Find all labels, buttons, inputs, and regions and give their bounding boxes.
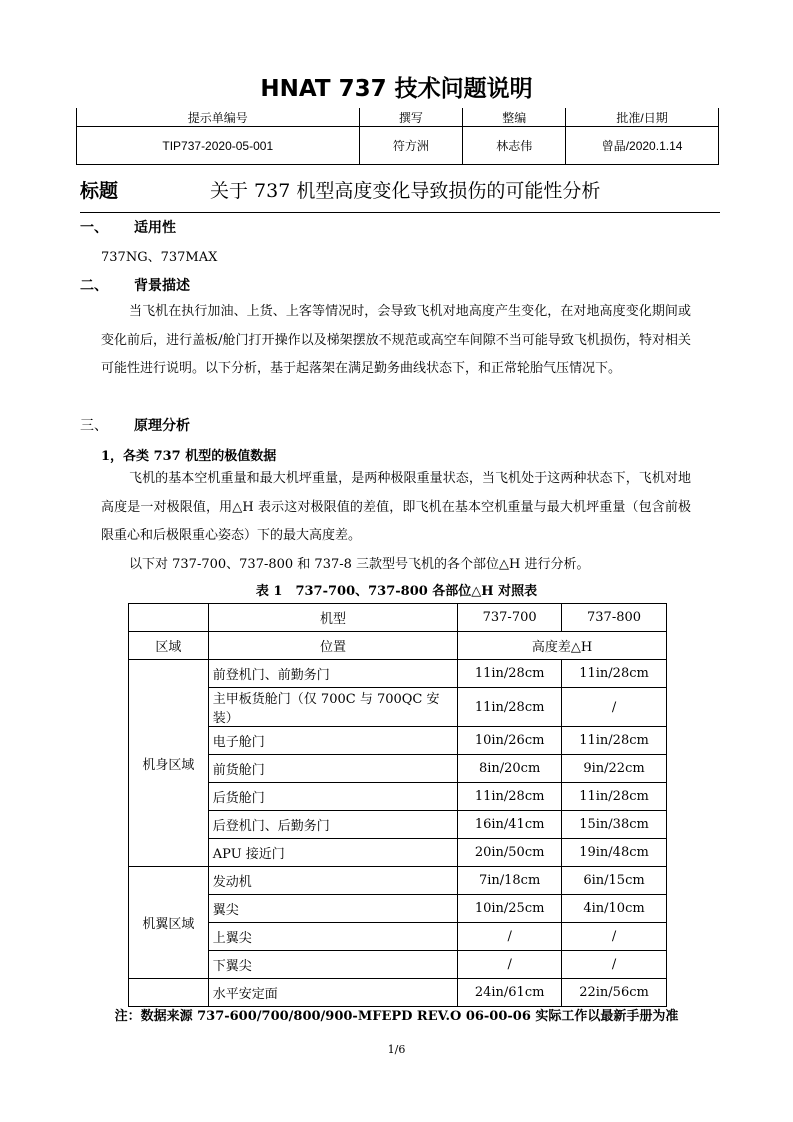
value-737-700: 24in/61cm (458, 979, 562, 1007)
value-737-800: 11in/28cm (562, 727, 667, 755)
table-row (129, 783, 667, 811)
section-paragraph: 以下对 737-700、737-800 和 737-8 三款型号飞机的各个部位△H 进行分析。 (129, 557, 590, 572)
header-737-800: 737-800 (562, 604, 667, 632)
position-cell: 后登机门、后勤务门 (208, 811, 457, 839)
position-cell: 下翼尖 (208, 951, 457, 979)
table-note: 注：数据来源 737-600/700/800/900-MFEPD REV.O 06-00-06 实际工作以最新手册为准 (114, 1009, 679, 1024)
value-737-700: 7in/18cm (458, 867, 562, 895)
table-row (129, 755, 667, 783)
subject-line (80, 176, 720, 213)
value-737-700: / (458, 923, 562, 951)
value-737-800: / (562, 951, 667, 979)
subject-label: 标题 (80, 180, 119, 202)
section-title: 原理分析 (134, 418, 190, 434)
section-number: 二、 (80, 278, 108, 294)
value-737-700: 11in/28cm (458, 783, 562, 811)
meta-value-cell: 符方洲 (359, 127, 463, 165)
meta-header-cell: 撰写 (359, 108, 463, 127)
value-737-800: 6in/15cm (562, 867, 667, 895)
meta-table (76, 108, 719, 165)
position-cell: 发动机 (208, 867, 457, 895)
region-fuselage: 机身区域 (129, 660, 209, 867)
header-model: 机型 (208, 604, 457, 632)
table-header-row (129, 632, 667, 660)
meta-header-row (77, 108, 719, 127)
position-cell: 前货舱门 (208, 755, 457, 783)
table-row (129, 979, 667, 1007)
value-737-800: / (562, 923, 667, 951)
meta-value-cell: TIP737-2020-05-001 (77, 127, 360, 165)
table-row (129, 951, 667, 979)
value-737-700: 11in/28cm (458, 688, 562, 727)
header-region: 区域 (129, 632, 209, 660)
document-title: HNAT 737 技术问题说明 (260, 76, 533, 102)
section-title: 背景描述 (134, 278, 190, 294)
value-737-800: 9in/22cm (562, 755, 667, 783)
position-cell: 电子舱门 (208, 727, 457, 755)
section-heading (80, 415, 190, 435)
value-737-700: 20in/50cm (458, 839, 562, 867)
section-number: 一、 (80, 220, 108, 236)
position-cell: 上翼尖 (208, 923, 457, 951)
section-paragraph: 飞机的基本空机重量和最大机坪重量，是两种极限重量状态，当飞机处于这两种状态下，飞机对地高度是一对极限值，用△H 表示这对极限值的差值，即飞机在基本空机重量与最大机坪重量（包含前极限重心和后极限重心姿态）下的最大高度差。 (101, 471, 691, 543)
meta-header-cell: 批准/日期 (566, 108, 719, 127)
section-heading (80, 275, 190, 295)
value-737-800: 11in/28cm (562, 783, 667, 811)
position-cell: 前登机门、前勤务门 (208, 660, 457, 688)
value-737-800: 15in/38cm (562, 811, 667, 839)
section-paragraph: 当飞机在执行加油、上货、上客等情况时，会导致飞机对地高度产生变化，在对地高度变化期间或变化前后，进行盖板/舱门打开操作以及梯架摆放不规范或高空车间隙不当可能导致飞机损伤，特对相关可能性进行说明。以下分析，基于起落架在满足勤务曲线状态下，和正常轮胎气压情况下。 (101, 304, 691, 376)
position-cell: 主甲板货舱门（仅 700C 与 700QC 安装） (208, 688, 457, 727)
value-737-800: 22in/56cm (562, 979, 667, 1007)
meta-header-cell: 提示单编号 (77, 108, 360, 127)
subsection-heading: 1，各类 737 机型的极值数据 (101, 449, 277, 464)
table-row (129, 895, 667, 923)
value-737-800: 11in/28cm (562, 660, 667, 688)
table-row (129, 839, 667, 867)
position-cell: APU 接近门 (208, 839, 457, 867)
value-737-800: / (562, 688, 667, 727)
region-wing: 机翼区域 (129, 867, 209, 979)
value-737-800: 4in/10cm (562, 895, 667, 923)
value-737-700: 10in/26cm (458, 727, 562, 755)
meta-value-cell: 曾晶/2020.1.14 (566, 127, 719, 165)
table-row (129, 867, 667, 895)
value-737-700: 8in/20cm (458, 755, 562, 783)
position-cell: 水平安定面 (208, 979, 457, 1007)
meta-value-cell: 林志伟 (463, 127, 566, 165)
table-caption: 表 1 737-700、737-800 各部位△H 对照表 (255, 584, 538, 599)
value-737-800: 19in/48cm (562, 839, 667, 867)
section-number: 三、 (80, 418, 108, 434)
section-title: 适用性 (134, 220, 176, 236)
table-row (129, 660, 667, 688)
page-number: 1/6 (387, 1043, 406, 1056)
table-header-row (129, 604, 667, 632)
header-737-700: 737-700 (458, 604, 562, 632)
value-737-700: 16in/41cm (458, 811, 562, 839)
section-heading (80, 217, 176, 237)
value-737-700: 11in/28cm (458, 660, 562, 688)
table-row (129, 811, 667, 839)
header-position: 位置 (208, 632, 457, 660)
value-737-700: 10in/25cm (458, 895, 562, 923)
position-cell: 翼尖 (208, 895, 457, 923)
section-body: 737NG、737MAX (101, 250, 218, 265)
position-cell: 后货舱门 (208, 783, 457, 811)
height-difference-table (128, 603, 667, 1007)
table-row (129, 688, 667, 727)
meta-value-row (77, 127, 719, 165)
subject-text: 关于 737 机型高度变化导致损伤的可能性分析 (210, 180, 601, 202)
meta-header-cell: 整编 (463, 108, 566, 127)
table-row (129, 923, 667, 951)
value-737-700: / (458, 951, 562, 979)
header-height-diff: 高度差△H (458, 632, 667, 660)
table-row (129, 727, 667, 755)
